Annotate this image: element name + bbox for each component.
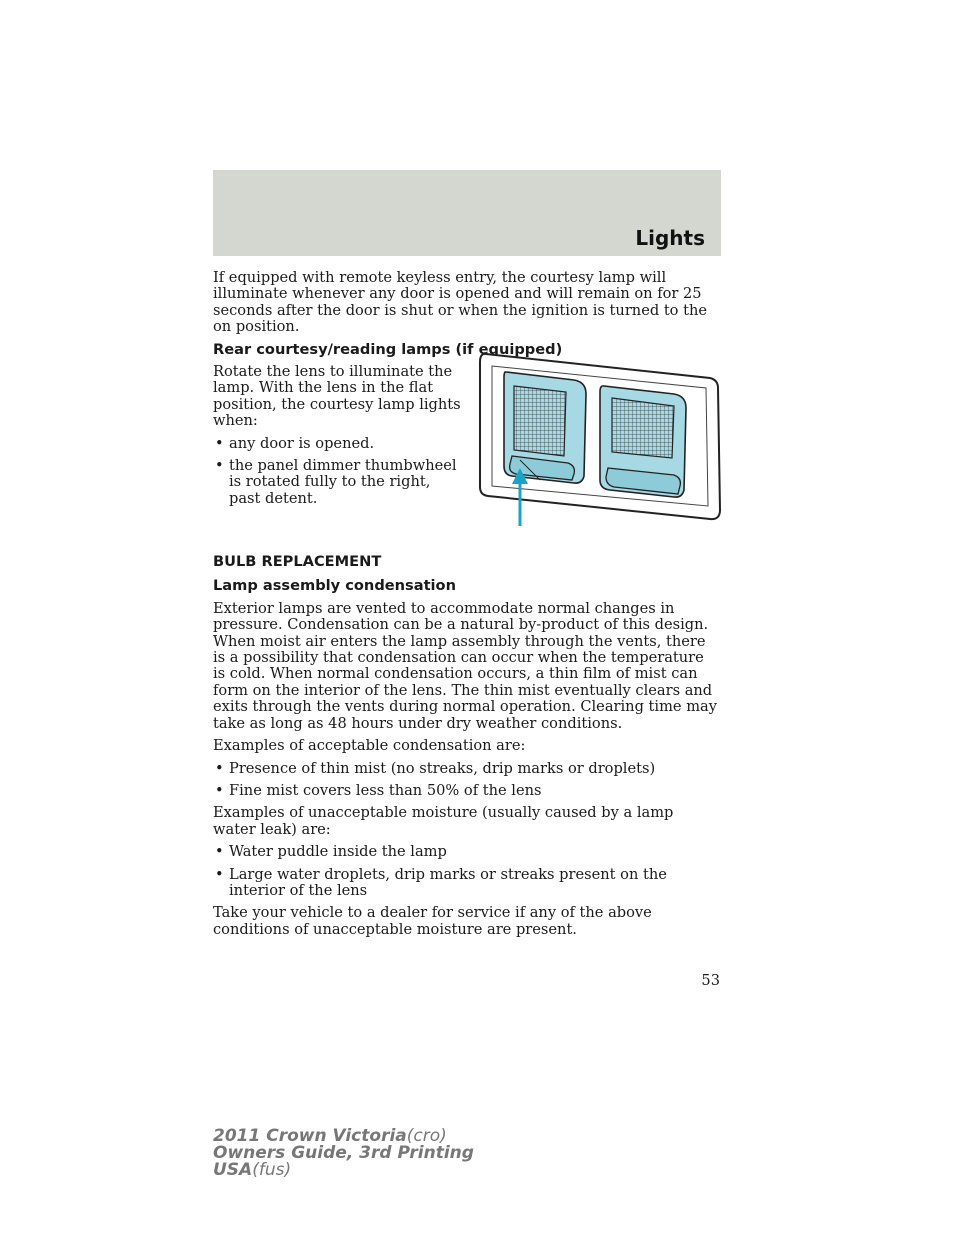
footer-model: 2011 Crown Victoria [213,1126,407,1146]
rear-courtesy-lamp-illustration [476,350,724,530]
rear-lamps-text-column [213,364,465,513]
acceptable-intro: Examples of acceptable condensation are: [213,737,526,755]
section-header-band [213,170,721,256]
rear-lamps-heading: Rear courtesy/reading lamps (if equipped) [213,340,563,358]
list-item: • Fine mist covers less than 50% of the lens [213,783,718,799]
footer-printing: Owners Guide, 3rd Printing [213,1143,474,1163]
page-content [213,270,718,944]
footer-market-code: (fus) [252,1160,292,1180]
condensation-subheading: Lamp assembly condensation [213,577,456,595]
footer-market: USA [213,1160,253,1180]
intro-paragraph: If equipped with remote keyless entry, the courtesy lamp will illuminate whenever any door is opened and will remain on for 25 seconds after the door is shut or when the ignition is turned to the on position. [213,269,708,336]
footer-model-code: (cro) [406,1126,447,1146]
unacceptable-intro: Examples of unacceptable moisture (usually caused by a lamp water leak) are: [213,804,674,838]
condensation-paragraph: Exterior lamps are vented to accommodate normal changes in pressure. Condensation can be a natural by-product of this design. When moist air enters the lamp assembly through the vents, there is a possibility that condensation can occur when the temperature is cold. When normal condensation occurs, a thin film of mist can form on the interior of the lens. The thin mist eventually clears and exits through the vents during normal operation. Clearing time may take as long as 48 hours under dry weather conditions. [213,599,717,732]
list-item: • any door is opened. [213,436,465,452]
page-number: 53 [701,972,720,989]
list-item: • Presence of thin mist (no streaks, drip marks or droplets) [213,761,718,777]
rear-lamps-paragraph: Rotate the lens to illuminate the lamp. With the lens in the flat position, the courtesy lamp lights when: [213,363,461,430]
section-title: Lights [635,226,705,250]
rear-lamps-bullet-list [213,436,465,508]
list-item: • the panel dimmer thumbwheel is rotated fully to the right, past detent. [213,458,465,507]
acceptable-list [213,761,718,800]
rear-lamps-section [213,364,718,548]
bulb-replacement-heading: BULB REPLACEMENT [213,553,382,571]
right-lamp-lens [600,386,686,497]
closing-paragraph: Take your vehicle to a dealer for service if any of the above conditions of unacceptable moisture are present. [213,904,652,938]
footer-imprint [213,1128,474,1179]
left-lamp-lens [504,372,586,483]
list-item: • Large water droplets, drip marks or streaks present on the interior of the lens [213,867,718,900]
list-item: • Water puddle inside the lamp [213,844,718,860]
unacceptable-list [213,844,718,899]
